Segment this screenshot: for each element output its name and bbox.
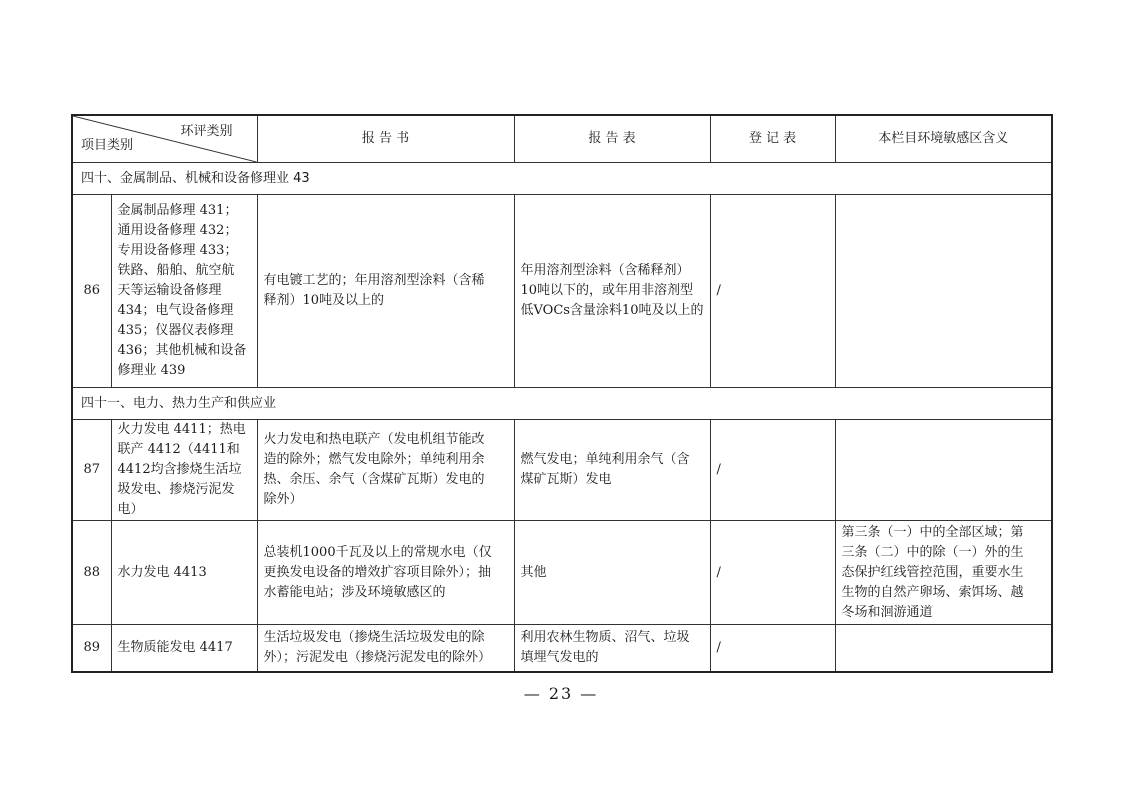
registration-cell: / [710,625,835,672]
report-form-cell-line: 燃气发电；单纯利用余气（含 [520,452,690,467]
row-number: 86 [72,195,111,388]
project-category-cell-line: 434；电气设备修理 [117,303,234,318]
table-row [72,521,1052,625]
project-category-cell-line: 水力发电 4413 [117,564,207,580]
env-category-label: 环评类别 [180,124,233,139]
sensitive-area-cell-line: 第三条（一）中的全部区域；第 [841,524,1024,540]
table-row [72,625,1052,672]
report-book-header: 报 告 书 [257,115,514,163]
table-row [72,195,1052,388]
report-form-cell-line: 低VOCs含量涂料10吨及以上的 [520,303,704,318]
project-category-cell-line: 4412均含掺烧生活垃 [117,462,242,477]
report-book-cell-line: 除外） [263,492,303,507]
project-category-cell [111,625,257,672]
sensitive-area-cell-line: 生物的自然产卵场、索饵场、越 [841,584,1024,600]
report-book-cell-line: 释剂）10吨及以上的 [263,293,385,308]
sensitive-area-cell-line: 冬场和洄游通道 [841,604,933,620]
report-form-cell [514,420,710,521]
header-row [72,115,1052,163]
section-title: 四十一、电力、热力生产和供应业 [72,388,1052,420]
project-category-cell-line: 联产 4412（4411和 [117,442,240,457]
registration-form-header: 登 记 表 [710,115,835,163]
sensitive-area-cell-line: 三条（二）中的除（一）外的生 [841,544,1024,560]
project-category-cell-line: 通用设备修理 432； [117,223,238,238]
diagonal-header-cell [72,115,257,163]
report-form-header: 报 告 表 [514,115,710,163]
sensitive-area-cell-line: 态保护红线管控范围，重要水生 [841,564,1024,580]
report-book-cell-line: 热、余压、余气（含煤矿瓦斯）发电的 [263,472,485,487]
project-category-cell-line: 生物质能发电 4417 [117,639,233,655]
project-category-cell-line: 圾发电、掺烧污泥发 [117,482,235,497]
project-category-cell-line: 修理业 439 [117,363,186,378]
report-form-cell [514,521,710,625]
section-title: 四十、金属制品、机械和设备修理业 43 [72,163,1052,195]
project-category-cell-line: 天等运输设备修理 [117,283,222,298]
report-book-cell-line: 水蓄能电站；涉及环境敏感区的 [263,584,446,600]
project-category-cell-line: 火力发电 4411；热电 [117,422,246,437]
sensitive-area-cell [835,625,1052,672]
project-category-label: 项目类别 [81,138,134,153]
report-book-cell-line: 火力发电和热电联产（发电机组节能改 [263,432,485,447]
report-book-cell-line: 总装机1000千瓦及以上的常规水电（仅 [263,544,492,560]
project-category-cell [111,521,257,625]
table-row [72,420,1052,521]
sensitive-area-cell [835,195,1052,388]
project-category-cell-line: 436；其他机械和设备 [117,343,247,358]
project-category-cell-line: 金属制品修理 431； [117,203,238,218]
project-category-cell [111,195,257,388]
registration-cell: / [710,521,835,625]
row-number: 87 [72,420,111,521]
report-book-cell [257,521,514,625]
report-form-cell-line: 填埋气发电的 [520,649,599,665]
report-form-cell-line: 煤矿瓦斯）发电 [520,472,612,487]
sensitive-area-cell [835,521,1052,625]
project-category-cell-line: 铁路、船舶、航空航 [117,263,235,278]
report-form-cell-line: 利用农林生物质、沼气、垃圾 [520,629,690,645]
report-form-cell-line: 其他 [520,564,547,580]
project-category-cell-line: 专用设备修理 433； [117,243,238,258]
registration-cell: / [710,420,835,521]
report-book-cell [257,420,514,521]
report-book-cell-line: 生活垃圾发电（掺烧生活垃圾发电的除 [263,629,485,645]
sensitive-area-header: 本栏目环境敏感区含义 [835,115,1052,163]
report-book-cell [257,195,514,388]
report-form-cell [514,195,710,388]
report-book-cell-line: 造的除外；燃气发电除外；单纯利用余 [263,452,485,467]
classification-table [71,114,1053,673]
report-book-cell-line: 外）；污泥发电（掺烧污泥发电的除外） [263,649,492,665]
project-category-cell-line: 435；仪器仪表修理 [117,323,234,338]
project-category-cell-line: 电） [117,502,144,517]
page-number: — 23 — [523,684,599,703]
section-row [72,163,1052,195]
report-form-cell [514,625,710,672]
row-number: 88 [72,521,111,625]
section-row [72,388,1052,420]
report-form-cell-line: 10吨以下的，或年用非溶剂型 [520,283,694,298]
project-category-cell [111,420,257,521]
row-number: 89 [72,625,111,672]
report-book-cell [257,625,514,672]
registration-cell: / [710,195,835,388]
report-book-cell-line: 有电镀工艺的；年用溶剂型涂料（含稀 [263,273,485,288]
report-form-cell-line: 年用溶剂型涂料（含稀释剂） [520,263,690,278]
sensitive-area-cell [835,420,1052,521]
report-book-cell-line: 更换发电设备的增效扩容项目除外）；抽 [263,564,492,580]
